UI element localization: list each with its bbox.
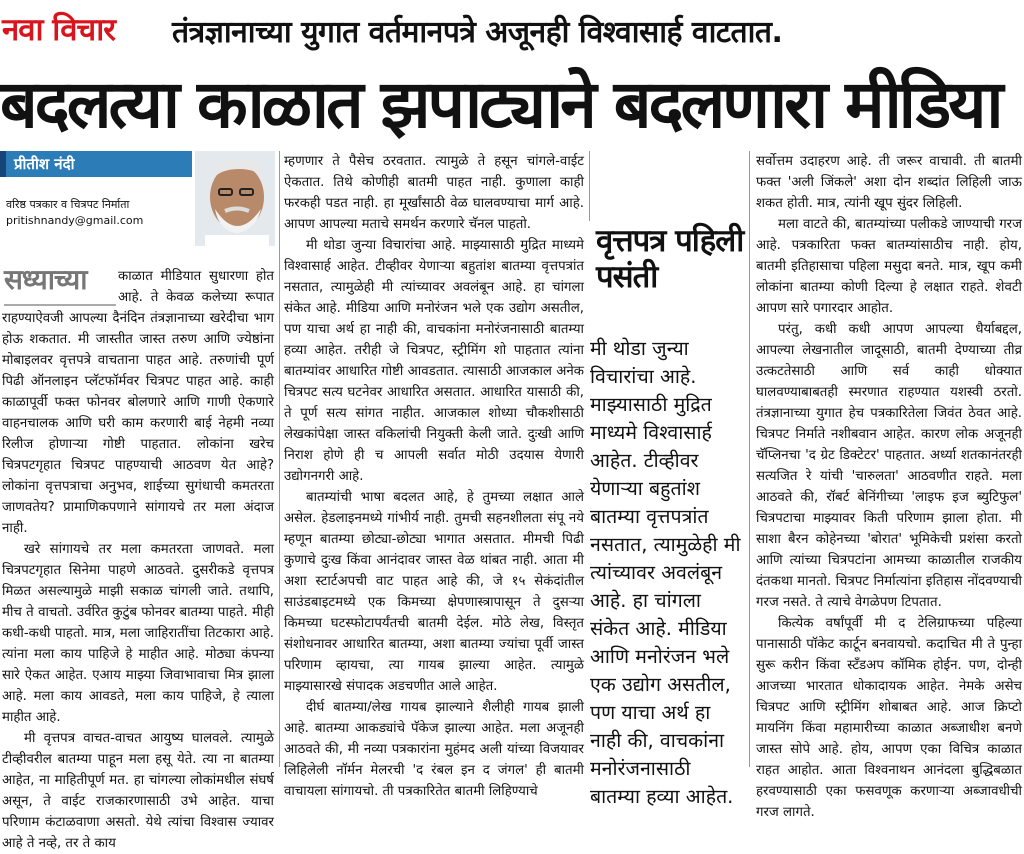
column-rule	[279, 151, 280, 767]
paragraph: खरे सांगायचे तर मला कमतरता जाणवते. मला चित्रपटगृहात सिनेमा पाहणे आठवते. दुसरीकडे वृत्तपत्र मिळत असल्यामुळे माझी सकाळ चांगली जाते. तथापि, मीच ते वाचतो. उर्वरित कुटुंब फोनवर बातम्या पाहते. मीही कधी-कधी पाहतो. मात्र, मला जाहिरातींचा तिटकारा आहे. त्यांना मला काय पाहिजे हे माहीत आहे. मोठ्या कंपन्या सारे ऐकत आहेत. एआय माझ्या जिवाभावाचा मित्र झाला आहे. मला काय आवडते, मला काय पाहिजे, हे त्याला माहीत आहे.	[2, 542, 274, 725]
kicker	[0, 0, 1024, 56]
paragraph: सर्वोत्तम उदाहरण आहे. ती जरूर वाचावी. ती बातमी फक्त 'अली जिंकले' अशा दोन शब्दांत लिहिली जाऊ शकत होती. मात्र, त्यांनी खूप सुंदर लिहिली.	[756, 154, 1022, 211]
paragraph: मला वाटते की, बातम्यांच्या पलीकडे जाण्याची गरज आहे. पत्रकारिता फक्त बातम्यांसाठीच नाही. होय, बातमी इतिहासाचा पहिला मसुदा बनते. मात्र, खूप कमी लोकांना बातम्या कोणी दिल्या हे लक्षात राहते. शेवटी आपण सारे पगारदार आहोत.	[756, 217, 1022, 316]
article-column-4	[756, 151, 1022, 820]
paragraph: म्हणणार ते पैसेच ठरवतात. त्यामुळे ते हसून चांगले-वाईट ऐकतात. तिथे कोणीही बातमी पाहत नाही. कुणाला काही फरकही पडत नाही. हा मूर्खांसाठी वेळ घालवण्याचा मार्ग आहे. आपण आपल्या मताचे समर्थन करणारे चॅनल पाहतो.	[284, 154, 584, 232]
paragraph: परंतु, कधी कधी आपण आपल्या धैर्याबद्दल, आपल्या लेखनातील जादूसाठी, बातमी देण्याच्या तीव्र उत्कटतेसाठी आणि सर्व काही धोक्यात घालवण्याबाबतही स्मरणात राहण्यात यशस्वी ठरतो. तंत्रज्ञानाच्या युगात हेच पत्रकारितेला जिवंत ठेवत आहे. चित्रपट निर्माते नशीबवान आहेत. कारण लोक अजूनही चॅप्लिनचा 'द ग्रेट डिक्टेटर' पाहतात. अर्ध्या शतकानंतरही सत्यजित रे यांची 'चारुलता' आठवणीत राहते. मला आठवते की, रॉबर्ट बेनिंगीच्या 'लाइफ इज ब्युटिफुल' चित्रपटाचा माझ्यावर किती परिणाम झाला होता. मी साशा बैरन कोहेनच्या 'बोरात' भूमिकेची प्रशंसा करतो आणि त्यांच्या चित्रपटांना आमच्या काळातील राजकीय दंतकथा मानतो. चित्रपट निर्मात्यांना इतिहास नोंदवण्याची गरज नसते. ते त्याचे वेगळेपण टिपतात.	[756, 322, 1022, 610]
paragraph: मी वृत्तपत्र वाचत-वाचत आयुष्य घालवले. त्यामुळे टीव्हीवरील बातम्या पाहून मला हसू येते. त्या ना बातम्या आहेत, ना माहितीपूर्ण मत. हा चांगल्या लोकांमधील संघर्ष असून, ते वाईट राजकारणासाठी उभे आहेत. याचा परिणाम कंटाळवाणा असतो. येथे त्यांचा विश्वास ज्यावर आहे ते नव्हे, तर ते काय	[2, 731, 274, 851]
byline	[0, 151, 276, 248]
headline: बदलत्या काळात झपाट्याने बदलणारा मीडिया	[0, 66, 1001, 143]
pullquote-title: वृत्तपत्र पहिली पसंती	[596, 223, 744, 295]
column-rule	[589, 151, 590, 221]
paragraph: मी थोडा जुन्या विचारांचा आहे. माझ्यासाठी मुद्रित माध्यमे विश्वासार्ह आहेत. टीव्हीवर येणाऱ्या बहुतांश बातम्या वृत्तपत्रांत नसतात, त्यामुळेही मी त्यांच्यावर अवलंबून आहे. हा चांगला संकेत आहे. मीडिया आणि मनोरंजन भले एक उद्योग असतील, पण याचा अर्थ हा नाही की, वाचकांना मनोरंजनासाठी बातम्या हव्या आहेत. तरीही जे चित्रपट, स्ट्रीमिंग शो पाहतात त्यांना बातम्यांवर आधारित गोष्टी आवडतात. त्यासाठी आजकाल अनेक चित्रपट सत्य घटनेवर आधारित असतात. आधारित यासाठी की, ते पूर्ण सत्य सांगत नाहीत. आजकाल शोध्या चौकशीसाठी लेखकांपेक्षा जास्त वकिलांची नियुक्ती केली जाते. दुःखी आणि निराश होणे ही च आपली सर्वात मोठी उदयास येणारी उद्योगनगरी आहे.	[284, 238, 584, 484]
paragraph: दीर्घ बातम्या/लेख गायब झाल्याने शैलीही गायब झाली आहे. बातम्या आकड्यांचे पॅकेज झाल्या आहेत. मला अजूनही आठवते की, मी नव्या पत्रकारांना मुहंमद अली यांच्या विजयावर लिहिलेली नॉर्मन मेलरची 'द रंबल इन द जंगल' ही बातमी वाचायला सांगायचो. ती पत्रकारितेत बातमी लिहिण्याचे	[284, 700, 584, 799]
section-tag: नवा विचार	[2, 12, 115, 48]
author-photo	[195, 151, 275, 246]
author-role: वरिष्ठ पत्रकार व चित्रपट निर्माता	[6, 198, 130, 211]
author-name: प्रीतीश नंदी	[0, 151, 192, 177]
kicker-text: तंत्रज्ञानाच्या युगात वर्तमानपत्रे अजूनही विश्वासार्ह वाटतात.	[172, 15, 783, 50]
paragraph: बातम्यांची भाषा बदलत आहे, हे तुमच्या लक्षात आले असेल. हेडलाइनमध्ये गांभीर्य नाही. तुमची सहनशीलता संपू नये म्हणून बातम्या छोट्या-छोट्या भागात असतात. मीमची पिढी कुणाचे दुःख किंवा आनंदावर जास्त वेळ थांबत नाही. आता मी अशा स्टार्टअपची वाट पाहत आहे की, जे १५ सेकंदांतील साउंडबाइटमध्ये एक किमच्या क्षेपणास्त्रापासून ते दुसऱ्या किमच्या घटस्फोटापर्यंतची बातमी देईल. मोठे लेख, विस्तृत संशोधनावर आधारित बातम्या, अशा बातम्या ज्यांचा पूर्वी जास्त परिणाम व्हायचा, त्या गायब झाल्या आहेत. त्यामुळे माझ्यासारखे संपादक अडचणीत आले आहेत.	[284, 490, 584, 694]
article-column-1	[2, 266, 274, 851]
article-column-2	[284, 151, 584, 799]
column-rule	[749, 151, 750, 767]
paragraph	[2, 266, 274, 539]
author-portrait-icon	[195, 151, 275, 246]
lead-word: सध्याच्या	[4, 263, 87, 296]
pullquote-body: मी थोडा जुन्या विचारांचा आहे. माझ्यासाठी मुद्रित माध्यमे विश्वासार्ह आहेत. टीव्हीवर येणाऱ्या बहुतांश बातम्या वृत्तपत्रांत नसतात, त्यामुळेही मी त्यांच्यावर अवलंबून आहे. हा चांगला संकेत आहे. मीडिया आणि मनोरंजन भले एक उद्योग असतील, पण याचा अर्थ हा नाही की, वाचकांना मनोरंजनासाठी बातम्या हव्या आहेत.	[590, 337, 741, 808]
paragraph: कित्येक वर्षांपूर्वी मी द टेलिग्राफच्या पहिल्या पानासाठी पॉकेट कार्टून बनवायचो. कदाचित मी ते पुन्हा सुरू करीन किंवा स्टँडअप कॉमिक होईन. पण, दोन्ही आजच्या भारतात धोकादायक आहेत. नेमके असेच चित्रपट आणि स्ट्रीमिंग शोबाबत आहे. आज क्रिप्टो मायनिंग किंवा महामारीच्या काळात अब्जाधीश बनणे जास्त सोपे आहे. होय, आपण एका विचित्र काळात राहत आहोत. आता विश्वनाथन आनंदला बुद्धिबळात हरवण्यासाठी एका फसवणूक करणाऱ्या अब्जावधीची गरज लागते.	[756, 616, 1022, 820]
lead-paragraph: काळात मीडियात सुधारणा होत आहे. ते केवळ कलेच्या रूपात राहण्याऐवजी आपल्या दैनंदिन तंत्रज्ञानाच्या खरेदीचा भाग होऊ शकतात. मी जास्तीत जास्त तरुण आणि ज्येष्ठांना मोबाइलवर वृत्तपत्रे वाचताना पाहत आहे. तरुणांची पूर्ण पिढी ऑनलाइन प्लॅटफॉर्मवर चित्रपट पाहत आहे. काही काळापूर्वी फक्त फोनवर बोलणारे आणि गाणी ऐकणारे वाहनचालक आणि घरी काम करणारी बाई नेहमी नव्या रिलीज होणाऱ्या गोष्टी पाहतात. लोकांना खरेच चित्रपटगृहात चित्रपट पाहण्याची आठवण येत आहे? लोकांना वृत्तपत्राचा अनुभव, शाईच्या सुगंधाची कमतरता जाणवतेय? प्रामाणिकपणाने सांगायचे तर मला अंदाज नाही.	[2, 269, 274, 536]
author-email[interactable]: pritishnandy@gmail.com	[6, 214, 144, 227]
